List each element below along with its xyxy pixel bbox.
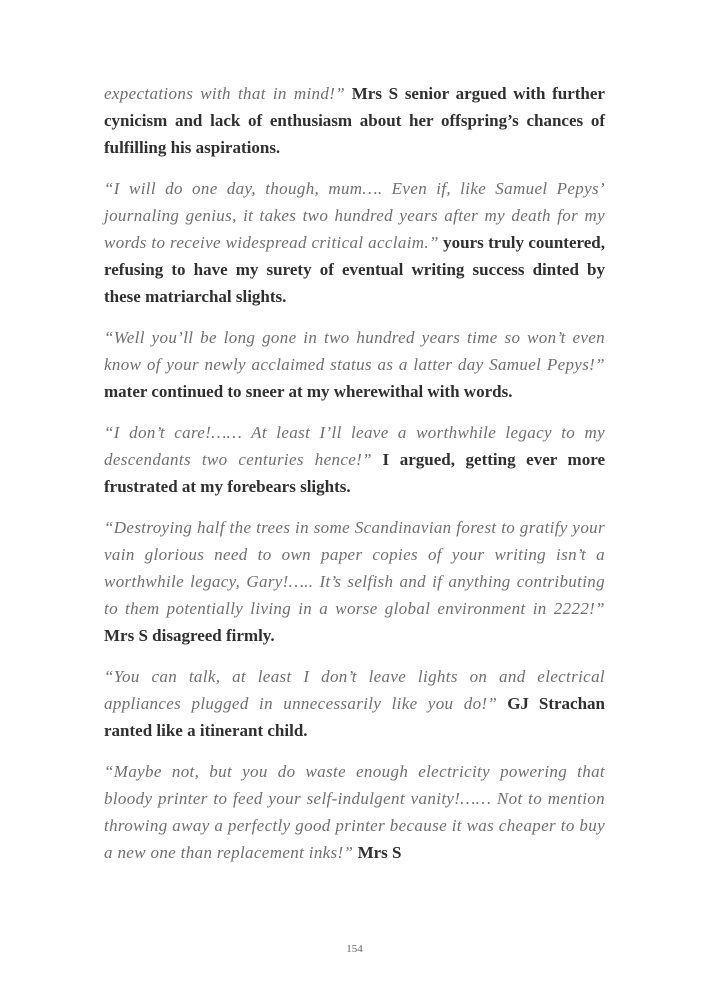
page-number: 154 xyxy=(346,943,363,955)
dialogue-text: “You can talk, at least I don’t leave lights on and electrical appliances plugged in unnecessarily like you do!” xyxy=(104,667,605,713)
paragraph xyxy=(104,758,605,866)
narration-text: Mrs S disagreed firmly. xyxy=(104,626,275,645)
paragraph xyxy=(104,514,605,649)
dialogue-text: “Well you’ll be long gone in two hundred years time so won’t even know of your newly acclaimed status as a latter day Samuel Pepys!” xyxy=(104,328,605,374)
dialogue-text: “Destroying half the trees in some Scandinavian forest to gratify your vain glorious need to own paper copies of your writing isn’t a worthwhile legacy, Gary!….. It’s selfish and if anything contributing to them potentially living in a worse global environment in 2222!” xyxy=(104,518,605,618)
paragraph xyxy=(104,80,605,161)
paragraph xyxy=(104,175,605,310)
dialogue-text: expectations with that in mind!” xyxy=(104,84,346,103)
paragraph xyxy=(104,324,605,405)
narration-text: Mrs S senior argued with further cynicism and lack of enthusiasm about her offspring’s chances of fulfilling his aspirations. xyxy=(104,84,605,157)
paragraph xyxy=(104,663,605,744)
page-body xyxy=(104,80,605,880)
dialogue-text: “I will do one day, though, mum…. Even if, like Samuel Pepys’ journaling genius, it takes two hundred years after my death for my words to receive widespread critical acclaim.” xyxy=(104,179,605,252)
dialogue-text: “I don’t care!…… At least I’ll leave a worthwhile legacy to my descendants two centuries hence!” xyxy=(104,423,605,469)
narration-text: I argued, getting ever more frustrated at my forebears slights. xyxy=(104,450,605,496)
narration-text: mater continued to sneer at my wherewithal with words. xyxy=(104,382,513,401)
narration-text: GJ Strachan ranted like a itinerant child. xyxy=(104,694,606,740)
paragraph xyxy=(104,419,605,500)
narration-text: yours truly countered, refusing to have my surety of eventual writing success dinted by these matriarchal slights. xyxy=(104,233,605,306)
narration-text: Mrs S xyxy=(357,843,402,862)
dialogue-text: “Maybe not, but you do waste enough electricity powering that bloody printer to feed your self-indulgent vanity!…… Not to mention throwing away a perfectly good printer because it was cheaper to buy a new one than replacement inks!” xyxy=(104,762,605,862)
